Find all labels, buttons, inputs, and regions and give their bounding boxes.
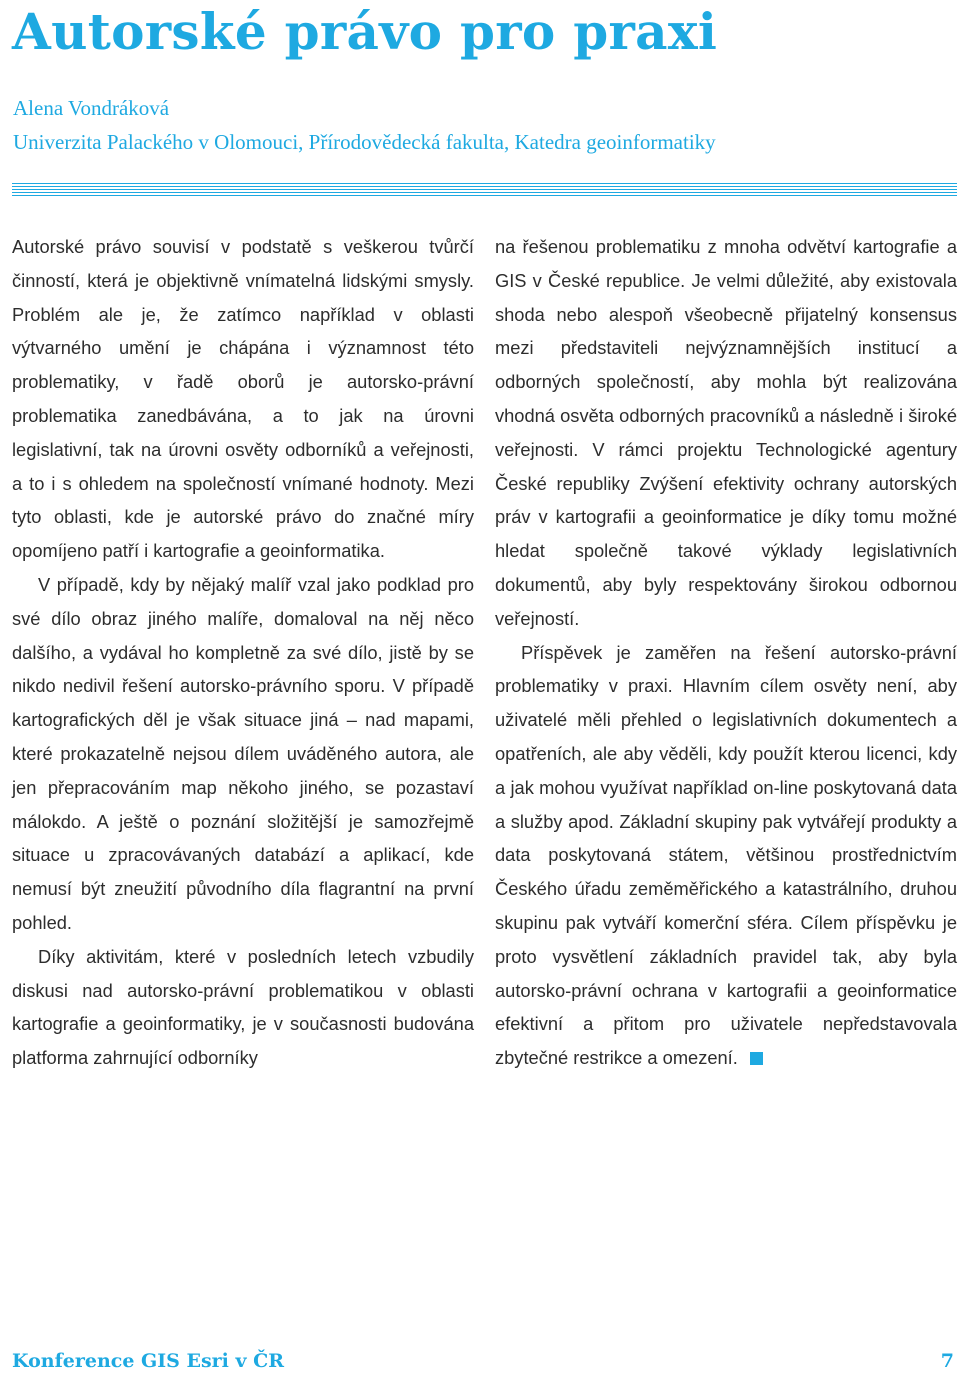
page-number: 7 [940,1350,954,1372]
paragraph: Díky aktivitám, které v posledních letech vzbudily diskusi nad autorsko-právní problematikou v oblasti kartografie a geoinformatiky, je v současnosti budována platforma zahrnující odborníky [12,945,474,1069]
paragraph: na řešenou problematiku z mnoha odvětví kartografie a GIS v České republice. Je velmi důležité, aby existovala shoda nebo alespoň všeobecně přijatelný konsensus mezi představiteli nejvýznamnějších institucí a odborných společností, aby mohla být realizována vhodná osvěta odborných pracovníků a následně i široké veřejnosti. V rámci projektu Technologické agentury České republiky Zvýšení efektivity ochrany autorských práv v kartografii a geoinformatice je díky tomu možné hledat společně takové výklady legislativních dokumentů, aby byly respektovány širokou odbornou veřejností. [495,236,957,629]
article-title: Autorské právo pro praxi [12,2,718,61]
author-name: Alena Vondráková [13,96,170,120]
author-affiliation: Univerzita Palackého v Olomouci, Přírodovědecká fakulta, Katedra geoinformatiky [13,130,716,154]
end-of-article-marker [750,1052,763,1065]
header-divider [12,183,957,197]
right-column [495,230,957,1075]
footer-conference-name: Konference GIS Esri v ČR [12,1350,285,1372]
paragraph: Autorské právo souvisí v podstatě s veškerou tvůrčí činností, která je objektivně vnímatelná lidskými smysly. Problém ale je, že zatímco například v oblasti výtvarného umění je chápána i významnost této problematiky, v řadě oborů je autorsko-právní problematika zanedbávána, a to jak na úrovni legislativní, tak na úrovni osvěty odborníků a veřejnosti, a to i s ohledem na společností vnímané hodnoty. Mezi tyto oblasti, kde je autorské právo do značné míry opomíjeno patří i kartografie a geoinformatika. [12,236,474,562]
paragraph: V případě, kdy by nějaký malíř vzal jako podklad pro své dílo obraz jiného malíře, domaloval na něj něco dalšího, a vydával ho kompletně za své dílo, jistě by se nikdo nedivil řešení autorsko-právního sporu. V případě kartografických děl je však situace jiná – nad mapami, které prokazatelně nejsou dílem uváděného autora, ale jen přepracováním map někoho jiného, se pozastaví málokdo. A ještě o poznání složitější je samozřejmě situace u zpracovávaných databází a aplikací, kde nemusí být zneužití původního díla flagrantní na první pohled. [12,573,474,933]
paragraph-last [495,636,957,1075]
paragraph-text: Příspěvek je zaměřen na řešení autorsko-právní problematiky v praxi. Hlavním cílem osvěty není, aby uživatelé měli přehled o legislativních dokumentech a opatřeních, ale aby věděli, kdy použít kterou licenci, kdy a jak mohou využívat například on-line poskytovaná data a služby apod. Základní skupiny pak vytvářejí produkty a data poskytovaná státem, většinou prostřednictvím Českého úřadu zeměměřického a katastrálního, druhou skupinu pak vytváří komerční sféra. Cílem příspěvku je proto vysvětlení základních pravidel tak, aby byla autorsko-právní ochrana v kartografii a geoinformatice efektivní a přitom pro uživatele nepředstavovala zbytečné restrikce a omezení. [495,641,957,1069]
left-column [12,230,474,1075]
